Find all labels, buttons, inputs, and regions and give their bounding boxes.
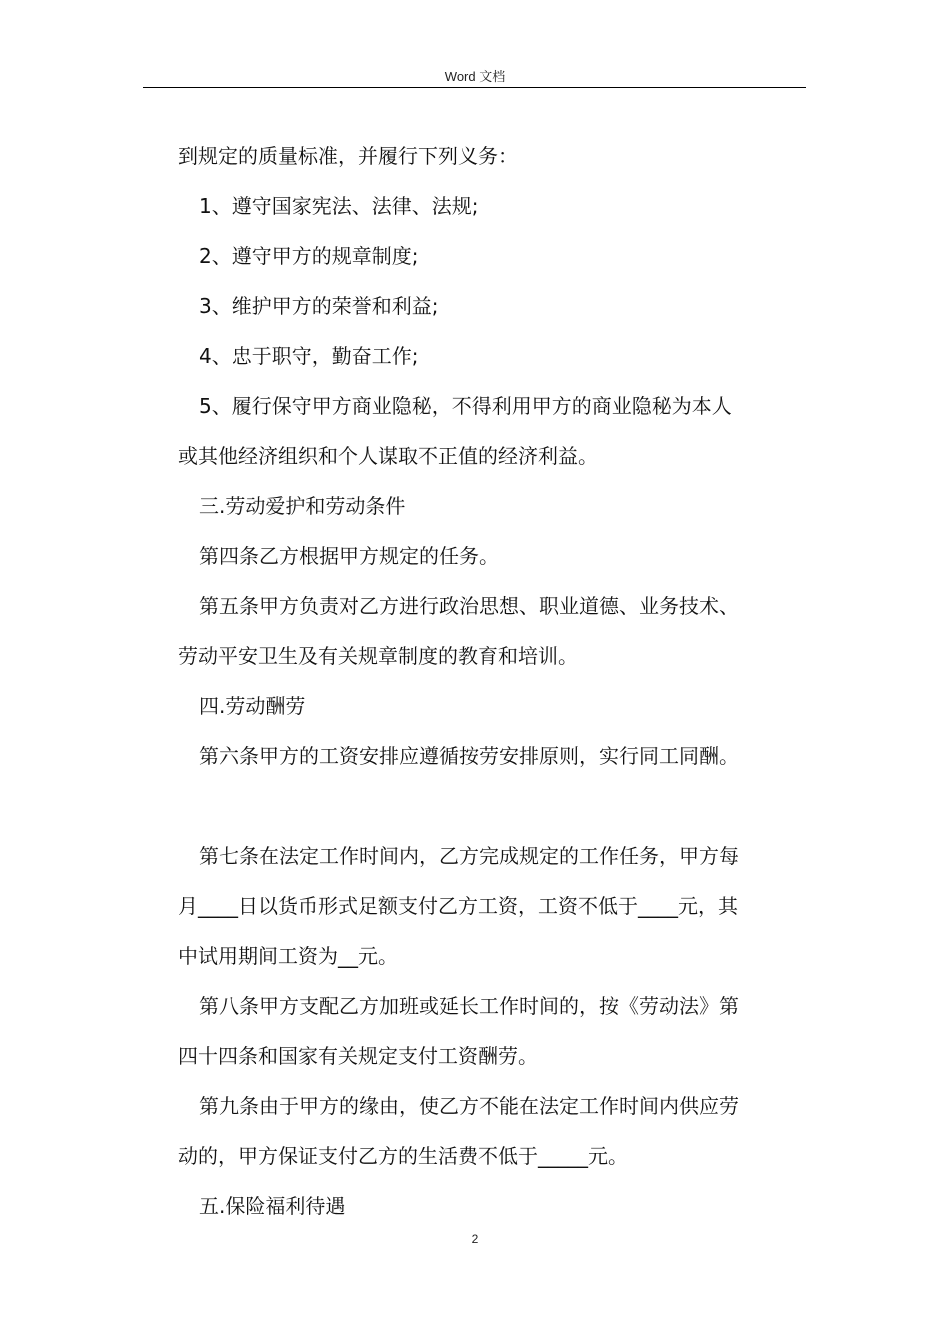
article-6: 第六条甲方的工资安排应遵循按劳安排原则，实行同工同酬。 bbox=[199, 744, 739, 768]
article-5: 第五条甲方负责对乙方进行政治思想、职业道德、业务技术、 bbox=[199, 594, 739, 618]
list-item-2: 2、遵守甲方的规章制度; bbox=[199, 244, 419, 268]
paragraph-line: 劳动平安卫生及有关规章制度的教育和培训。 bbox=[178, 644, 578, 668]
list-item-5: 5、履行保守甲方商业隐秘，不得利用甲方的商业隐秘为本人 bbox=[199, 394, 732, 418]
document-body bbox=[178, 131, 808, 1231]
article-9: 第九条由于甲方的缘由，使乙方不能在法定工作时间内供应劳 bbox=[199, 1094, 739, 1118]
page-number: 2 bbox=[471, 1232, 479, 1246]
section-heading: 三.劳动爱护和劳动条件 bbox=[199, 494, 406, 518]
paragraph-line: 或其他经济组织和个人谋取不正值的经济利益。 bbox=[178, 444, 598, 468]
paragraph-line: 四十四条和国家有关规定支付工资酬劳。 bbox=[178, 1044, 538, 1068]
article-4: 第四条乙方根据甲方规定的任务。 bbox=[199, 544, 499, 568]
list-item-1: 1、遵守国家宪法、法律、法规; bbox=[199, 194, 479, 218]
section-heading: 四.劳动酬劳 bbox=[199, 694, 306, 718]
list-item-3: 3、维护甲方的荣誉和利益; bbox=[199, 294, 439, 318]
page-header: Word 文档 bbox=[444, 69, 506, 84]
blank-line bbox=[178, 781, 808, 831]
article-7: 第七条在法定工作时间内，乙方完成规定的工作任务，甲方每 bbox=[199, 844, 739, 868]
paragraph-line: 到规定的质量标准，并履行下列义务： bbox=[178, 144, 518, 168]
paragraph-line: 动的，甲方保证支付乙方的生活费不低于_____元。 bbox=[178, 1144, 628, 1168]
section-heading: 五.保险福利待遇 bbox=[199, 1194, 346, 1218]
list-item-4: 4、忠于职守，勤奋工作; bbox=[199, 344, 419, 368]
article-8: 第八条甲方支配乙方加班或延长工作时间的，按《劳动法》第 bbox=[199, 994, 739, 1018]
paragraph-line: 中试用期间工资为__元。 bbox=[178, 944, 398, 968]
paragraph-line: 月____日以货币形式足额支付乙方工资，工资不低于____元，其 bbox=[178, 894, 738, 918]
header-rule bbox=[143, 87, 806, 88]
